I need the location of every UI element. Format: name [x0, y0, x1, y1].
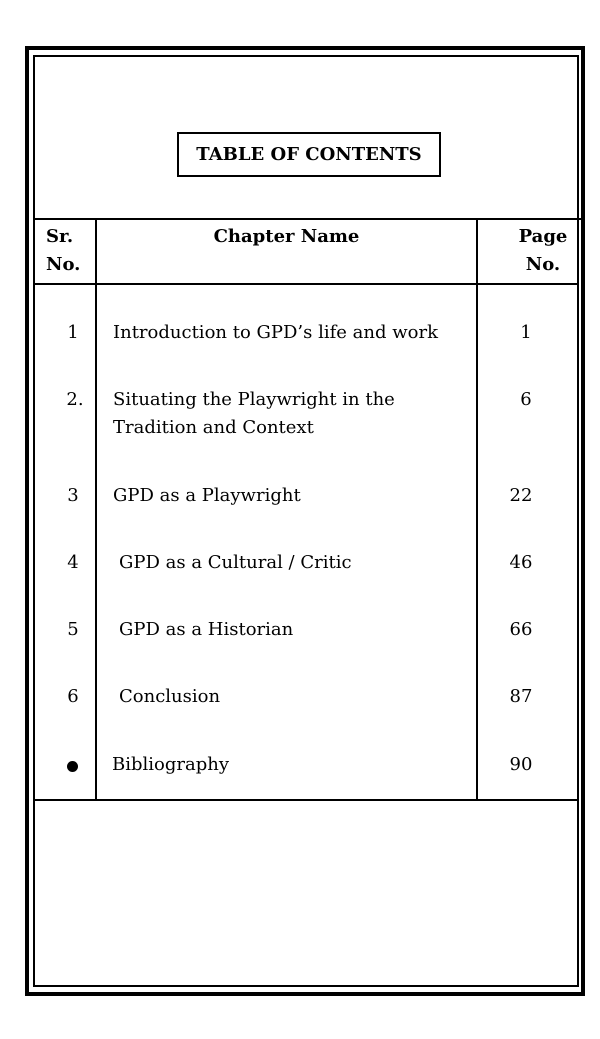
row-chapter: GPD as a Cultural / Critic	[119, 552, 352, 573]
header-sr	[46, 223, 80, 279]
row-sr: 5	[67, 619, 79, 640]
row-sr: 4	[67, 552, 79, 573]
row-chapter: Situating the Playwright in the	[113, 389, 395, 410]
bullet-icon	[67, 761, 78, 772]
row-page: 87	[509, 686, 533, 707]
header-sr-line2: No.	[46, 254, 81, 275]
row-chapter: Conclusion	[119, 686, 221, 707]
row-page: 90	[509, 754, 533, 775]
row-sr: 1	[67, 322, 79, 343]
row-chapter: Introduction to GPD’s life and work	[113, 322, 438, 343]
inner-border	[33, 55, 579, 987]
row-chapter-line2: Tradition and Context	[113, 417, 314, 438]
header-page	[478, 223, 578, 279]
header-page-line1: Page	[518, 226, 568, 247]
row-chapter: GPD as a Historian	[119, 619, 294, 640]
row-chapter: GPD as a Playwright	[113, 485, 301, 506]
header-chapter-name: Chapter Name	[213, 226, 360, 247]
row-chapter: Bibliography	[112, 754, 229, 775]
row-page: 66	[509, 619, 533, 640]
row-sr: 3	[67, 485, 79, 506]
row-sr: 6	[67, 686, 79, 707]
page-title: TABLE OF CONTENTS	[177, 132, 441, 177]
table-bottom-rule	[35, 799, 578, 801]
row-sr: 2.	[66, 389, 84, 410]
header-bottom-rule	[35, 283, 578, 285]
row-page: 22	[509, 485, 533, 506]
header-sr-line1: Sr.	[46, 226, 74, 247]
table-top-rule	[35, 218, 582, 220]
row-page: 6	[520, 389, 532, 410]
row-page: 1	[520, 322, 532, 343]
row-page: 46	[509, 552, 533, 573]
header-page-line2: No.	[525, 254, 561, 275]
